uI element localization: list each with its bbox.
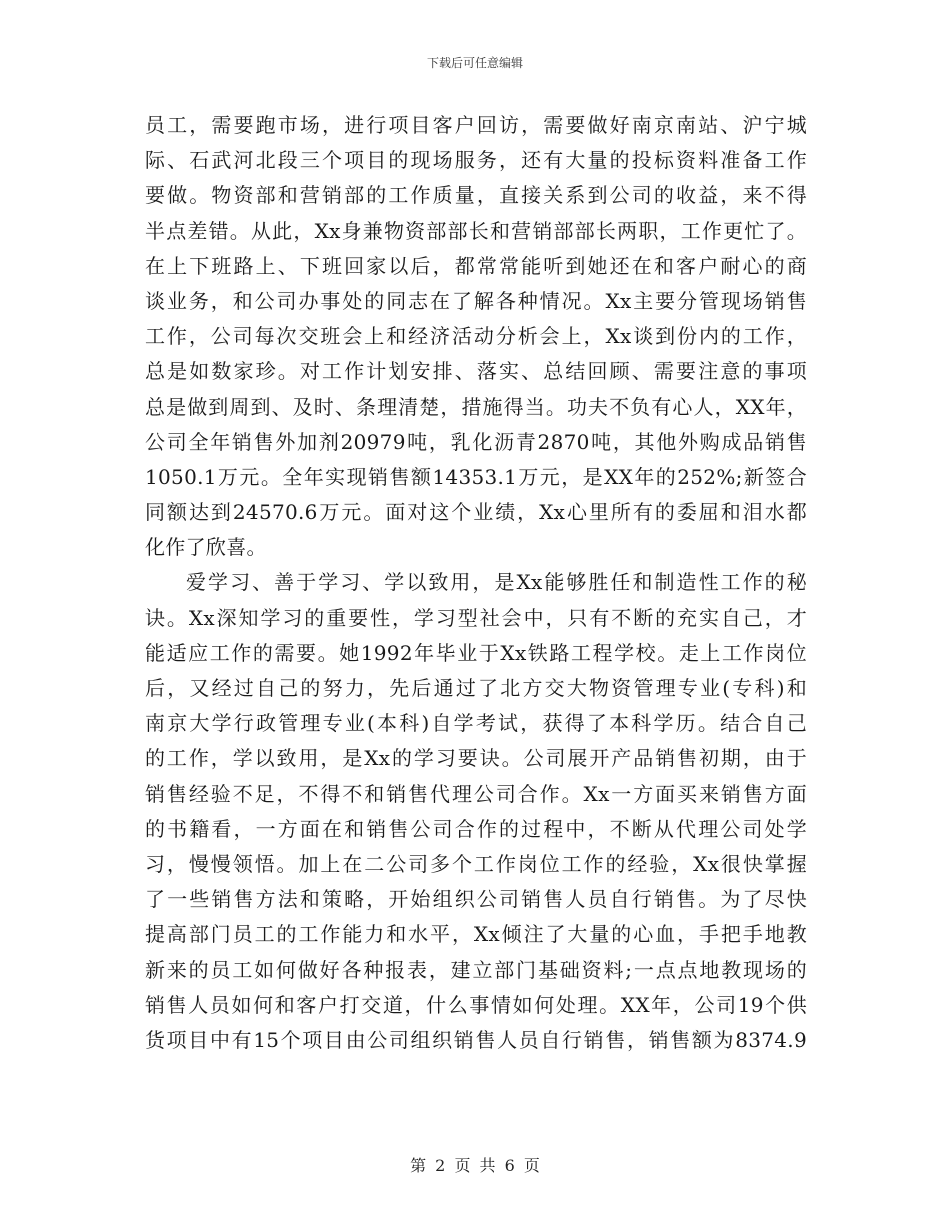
text-line: 货项目中有15个项目由公司组织销售人员自行销售，销售额为8374.9	[145, 1027, 807, 1052]
text-line: 化作了欣喜。	[145, 535, 267, 560]
text-line: 谈业务，和公司办事处的同志在了解各种情况。Xx主要分管现场销售	[145, 288, 807, 313]
text-line: 新来的员工如何做好各种报表，建立部门基础资料;一点点地教现场的	[145, 957, 807, 982]
text-line: 1050.1万元。全年实现销售额14353.1万元，是XX年的252%;新签合	[145, 464, 807, 489]
text-line: 总是做到周到、及时、条理清楚，措施得当。功夫不负有心人，XX年，	[145, 394, 807, 419]
text-line: 提高部门员工的工作能力和水平，Xx倾注了大量的心血，手把手地教	[145, 922, 807, 947]
text-line: 习，慢慢领悟。加上在二公司多个工作岗位工作的经验，Xx很快掌握	[145, 851, 807, 876]
text-line: 公司全年销售外加剂20979吨，乳化沥青2870吨，其他外购成品销售	[145, 429, 807, 454]
text-line: 同额达到24570.6万元。面对这个业绩，Xx心里所有的委屈和泪水都	[145, 500, 807, 525]
text-line: 半点差错。从此，Xx身兼物资部部长和营销部部长两职，工作更忙了。	[145, 218, 807, 243]
text-line: 工作，公司每次交班会上和经济活动分析会上，Xx谈到份内的工作，	[145, 324, 807, 349]
text-line: 的工作，学以致用，是Xx的学习要诀。公司展开产品销售初期，由于	[145, 746, 807, 771]
text-line: 销售经验不足，不得不和销售代理公司合作。Xx一方面买来销售方面	[145, 781, 807, 806]
page-header: 下载后可任意编辑	[426, 56, 523, 70]
text-line: 的书籍看，一方面在和销售公司合作的过程中，不断从代理公司处学	[145, 816, 807, 841]
text-line: 在上下班路上、下班回家以后，都常常能听到她还在和客户耐心的商	[145, 253, 807, 278]
document-body	[145, 108, 807, 1058]
text-line: 能适应工作的需要。她1992年毕业于Xx铁路工程学校。走上工作岗位	[145, 640, 807, 665]
text-line: 员工，需要跑市场，进行项目客户回访，需要做好南京南站、沪宁城	[145, 113, 807, 137]
text-line: 南京大学行政管理专业(本科)自学考试，获得了本科学历。结合自己	[145, 711, 807, 736]
text-line: 际、石武河北段三个项目的现场服务，还有大量的投标资料准备工作	[145, 148, 807, 173]
text-line: 后，又经过自己的努力，先后通过了北方交大物资管理专业(专科)和	[145, 676, 807, 700]
text-line: 了一些销售方法和策略，开始组织公司销售人员自行销售。为了尽快	[145, 887, 807, 912]
text-line: 诀。Xx深知学习的重要性，学习型社会中，只有不断的充实自己，才	[145, 605, 807, 630]
text-line: 要做。物资部和营销部的工作质量，直接关系到公司的收益，来不得	[145, 183, 807, 208]
text-line: 爱学习、善于学习、学以致用，是Xx能够胜任和制造性工作的秘	[186, 570, 807, 595]
text-line: 销售人员如何和客户打交道，什么事情如何处理。XX年，公司19个供	[145, 992, 807, 1017]
text-line: 总是如数家珍。对工作计划安排、落实、总结回顾、需要注意的事项	[145, 359, 807, 384]
page-number: 第 2 页 共 6 页	[410, 1156, 540, 1175]
